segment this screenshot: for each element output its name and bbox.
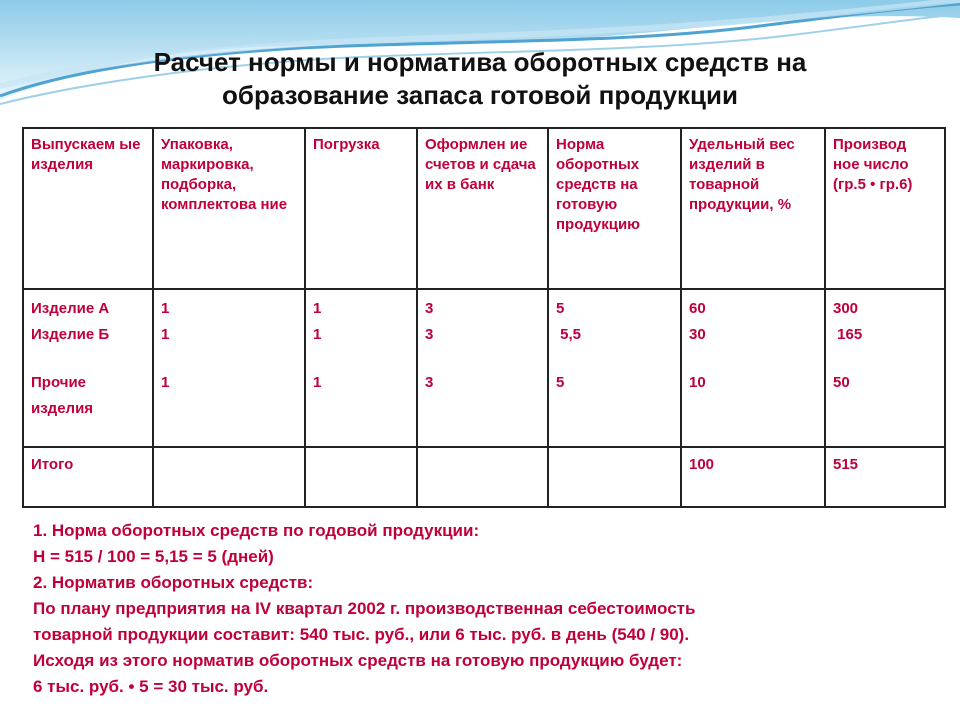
header-derived: Производ ное число (гр.5 • гр.6) [825, 128, 945, 289]
total-empty-cell [305, 447, 417, 507]
value: 30 [689, 326, 706, 343]
value: 3 [425, 326, 434, 343]
note-line: 6 тыс. руб. • 5 = 30 тыс. руб. [33, 677, 269, 696]
value: 60 [689, 300, 706, 317]
total-empty-cell [153, 447, 305, 507]
value: 1 [161, 300, 170, 317]
total-share: 100 [681, 447, 825, 507]
value: 165 [833, 326, 863, 343]
value: 1 [161, 326, 170, 343]
cell-packaging [153, 289, 305, 447]
cell-share [681, 289, 825, 447]
note-line: товарной продукции составит: 540 тыс. руб., или 6 тыс. руб. в день (540 / 90). [33, 625, 690, 644]
working-capital-table [22, 127, 946, 508]
cell-product-names [23, 289, 153, 447]
value: 10 [689, 374, 706, 391]
value: 1 [313, 374, 322, 391]
note-line: 2. Норматив оборотных средств: [33, 573, 314, 592]
title-line-2: образование запаса готовой продукции [222, 79, 738, 110]
total-label: Итого [23, 447, 153, 507]
total-empty-cell [548, 447, 681, 507]
cell-invoicing [417, 289, 548, 447]
header-packaging: Упаковка, маркировка, подборка, комплектова ние [153, 128, 305, 289]
total-empty-cell [417, 447, 548, 507]
header-share: Удельный вес изделий в товарной продукции, % [681, 128, 825, 289]
slide-title [0, 46, 960, 111]
cell-loading [305, 289, 417, 447]
value: 1 [313, 300, 322, 317]
value: 5 [556, 374, 565, 391]
value: 3 [425, 374, 434, 391]
value: 3 [425, 300, 434, 317]
table-total-row [23, 447, 945, 507]
value: 1 [313, 326, 322, 343]
total-derived: 515 [825, 447, 945, 507]
table-row [23, 289, 945, 447]
note-line: 1. Норма оборотных средств по годовой продукции: [33, 521, 480, 540]
value: 50 [833, 374, 850, 391]
header-norm: Норма оборотных средств на готовую продукцию [548, 128, 681, 289]
product-name: изделия [31, 400, 94, 417]
value: 1 [161, 374, 170, 391]
calculation-notes [33, 518, 943, 700]
title-line-1: Расчет нормы и норматива оборотных средств на [153, 47, 807, 77]
value: 5 [556, 300, 565, 317]
header-loading: Погрузка [305, 128, 417, 289]
note-line: Н = 515 / 100 = 5,15 = 5 (дней) [33, 547, 274, 566]
table-header-row [23, 128, 945, 289]
value: 5,5 [556, 326, 582, 343]
cell-norm [548, 289, 681, 447]
product-name: Изделие Б [31, 326, 110, 343]
product-name: Изделие А [31, 300, 110, 317]
value: 300 [833, 300, 859, 317]
cell-derived [825, 289, 945, 447]
header-invoicing: Оформлен ие счетов и сдача их в банк [417, 128, 548, 289]
header-products: Выпускаем ые изделия [23, 128, 153, 289]
note-line: По плану предприятия на IV квартал 2002 г. производственная себестоимость [33, 599, 696, 618]
product-name: Прочие [31, 374, 87, 391]
note-line: Исходя из этого норматив оборотных средств на готовую продукцию будет: [33, 651, 683, 670]
